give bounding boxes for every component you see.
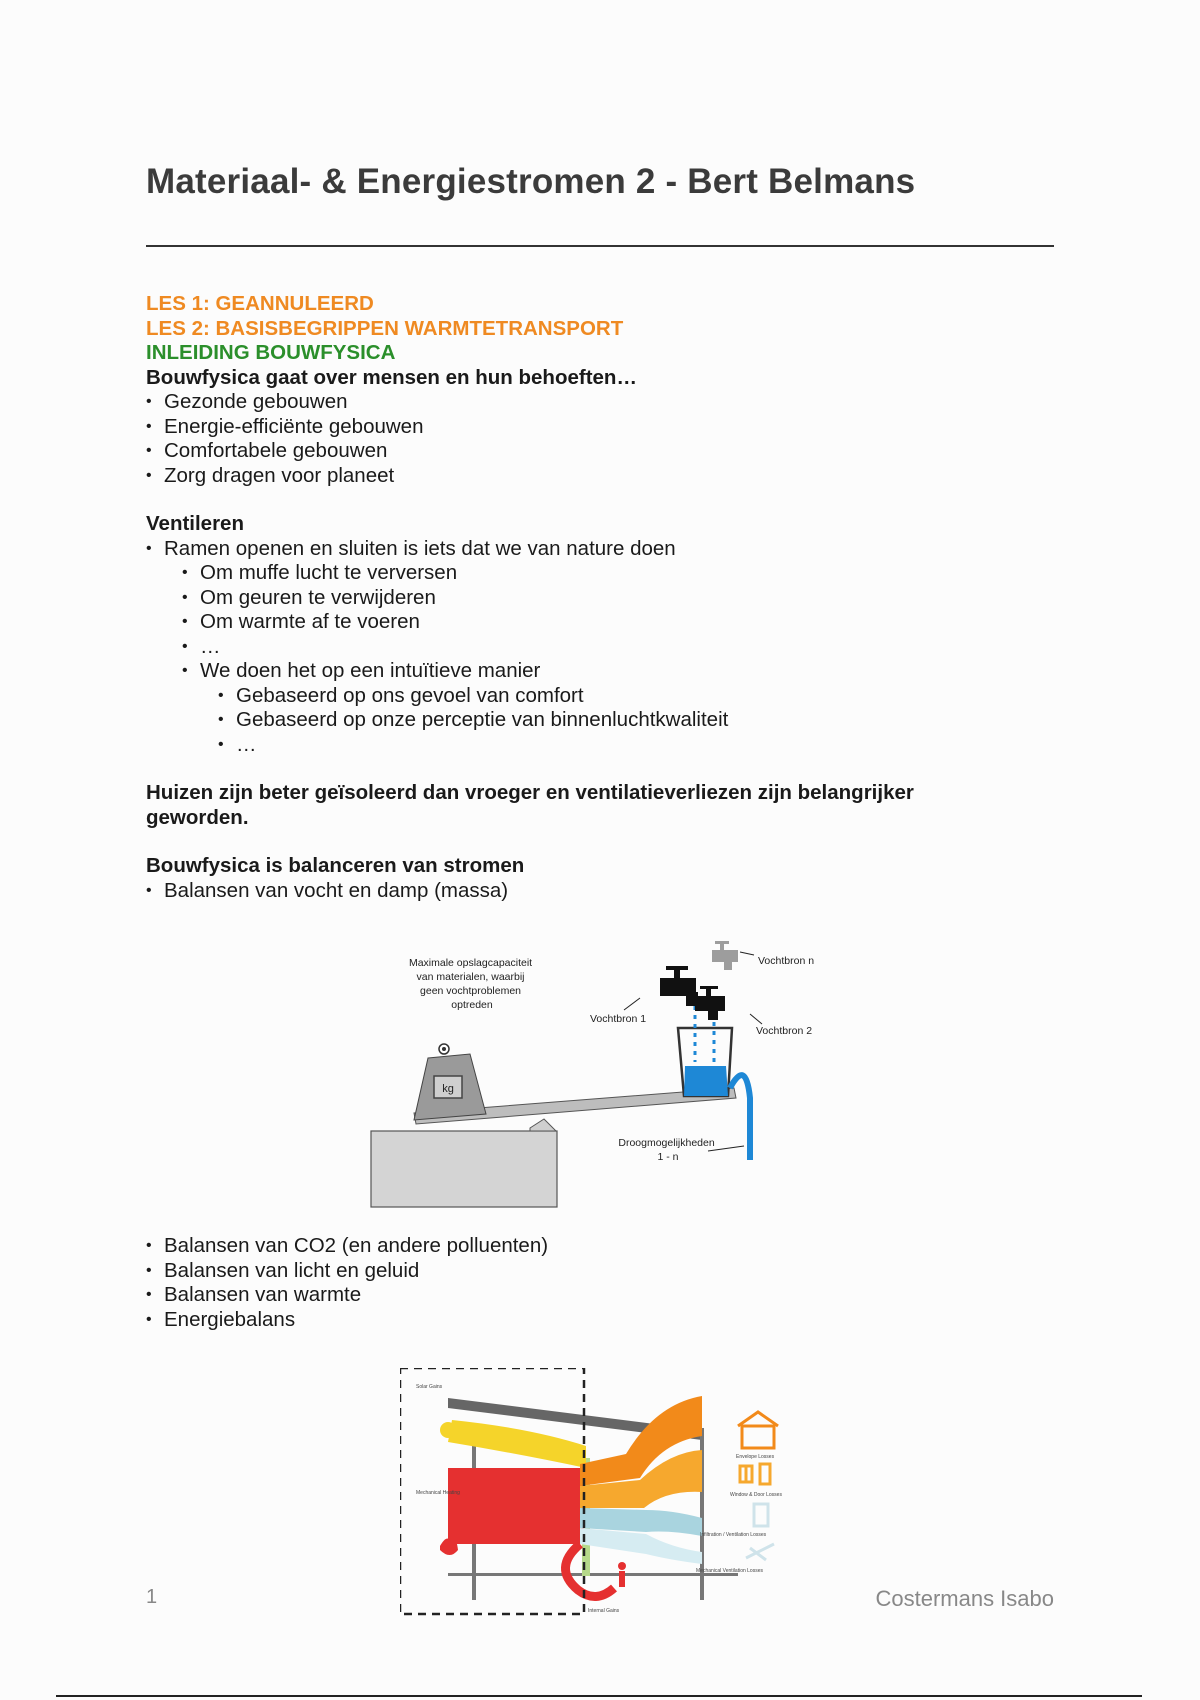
- fulcrum: [530, 1119, 556, 1131]
- list-item: • Gebaseerd op ons gevoel van comfort: [218, 684, 1066, 709]
- list-item: • Gezonde gebouwen: [146, 390, 1066, 415]
- person-icon: [618, 1562, 626, 1570]
- energy-balance-figure: [400, 1368, 802, 1616]
- page-title: Materiaal- & Energiestromen 2 - Bert Belmans: [146, 162, 916, 201]
- heading-les2: LES 2: BASISBEGRIPPEN WARMTETRANSPORT: [146, 316, 624, 340]
- window-icon: [740, 1464, 770, 1484]
- list-item: • Balansen van licht en geluid: [146, 1259, 1066, 1284]
- mechvent-label: Mechanical Ventilation Losses: [696, 1568, 763, 1574]
- list-item: • Gebaseerd op onze perceptie van binnenluchtkwaliteit: [218, 708, 1066, 733]
- house-icon: [738, 1412, 778, 1448]
- solar-label: Solar Gains: [416, 1384, 443, 1390]
- sun-icon: [440, 1422, 456, 1438]
- source2-label: Vochtbron 2: [756, 1025, 813, 1037]
- page-content: [146, 292, 1066, 903]
- ventilation-label: Infiltration / Ventilation Losses: [700, 1532, 767, 1538]
- list-item: • We doen het op een intuïtieve manier: [182, 659, 1066, 684]
- capacity-label: Maximale opslagcapaciteit van materialen, waarbij geen vochtproblemen optreden: [408, 957, 533, 1011]
- balans-list-1: [146, 879, 1066, 904]
- vent-list: [146, 537, 1066, 758]
- envelope-label: Envelope Losses: [736, 1454, 775, 1460]
- balans-list-2: [146, 1234, 1066, 1332]
- list-item: • …: [218, 733, 1066, 758]
- internal-label: Internal Gains: [588, 1608, 620, 1614]
- source1-label: Vochtbron 1: [590, 1013, 647, 1025]
- vent-heading: Ventileren: [146, 512, 244, 535]
- support-block: [371, 1131, 557, 1207]
- faucet-2-icon: [695, 986, 725, 1020]
- drying-label: Droogmogelijkheden 1 - n: [618, 1137, 715, 1163]
- heading-les1: LES 1: GEANNULEERD: [146, 292, 374, 315]
- list-item: • Zorg dragen voor planeet: [146, 464, 1066, 489]
- balans-continued: [146, 1234, 1066, 1332]
- balans-heading: Bouwfysica is balanceren van stromen: [146, 854, 525, 877]
- solar-flow: [448, 1420, 586, 1468]
- list-item: • Om geuren te verwijderen: [182, 586, 1066, 611]
- page-number: 1: [146, 1586, 158, 1608]
- door-icon: [754, 1504, 768, 1526]
- list-item: • Comfortabele gebouwen: [146, 439, 1066, 464]
- bucket-water: [684, 1066, 728, 1096]
- flame-icon: [440, 1538, 458, 1555]
- moisture-balance-figure: [368, 938, 830, 1210]
- faucet-n-icon: [712, 941, 738, 970]
- window-label: Window & Door Losses: [730, 1492, 782, 1498]
- huizen-paragraph: Huizen zijn beter geïsoleerd dan vroeger en ventilatieverliezen zijn belangrijker geworden.: [146, 781, 914, 829]
- sourcen-label: Vochtbron n: [758, 955, 815, 967]
- weight-label: kg: [442, 1083, 454, 1095]
- heating-label: Mechanical Heating: [416, 1490, 460, 1496]
- faucet-1-icon: [660, 966, 698, 1006]
- list-item: • Balansen van CO2 (en andere polluenten): [146, 1234, 1066, 1259]
- author-name: Costermans Isabo: [875, 1586, 1054, 1611]
- list-item: • …: [182, 635, 1066, 660]
- bottom-divider: [56, 1695, 1142, 1697]
- mechvent-loss-flow: [580, 1528, 702, 1564]
- list-item: • Balansen van warmte: [146, 1283, 1066, 1308]
- title-divider: [146, 245, 1054, 247]
- heating-flow: [448, 1468, 584, 1544]
- intro-heading: Bouwfysica gaat over mensen en hun behoeften…: [146, 365, 637, 389]
- fan-icon: [746, 1544, 774, 1560]
- list-item: • Energiebalans: [146, 1308, 1066, 1333]
- heading-inleiding: INLEIDING BOUWFYSICA: [146, 341, 396, 364]
- list-item: • Om muffe lucht te verversen: [182, 561, 1066, 586]
- list-item: • Balansen van vocht en damp (massa): [146, 879, 1066, 904]
- list-item: • Energie-efficiënte gebouwen: [146, 415, 1066, 440]
- intro-list: [146, 390, 1066, 488]
- list-item: • Ramen openen en sluiten is iets dat we van nature doen: [146, 537, 1066, 562]
- list-item: • Om warmte af te voeren: [182, 610, 1066, 635]
